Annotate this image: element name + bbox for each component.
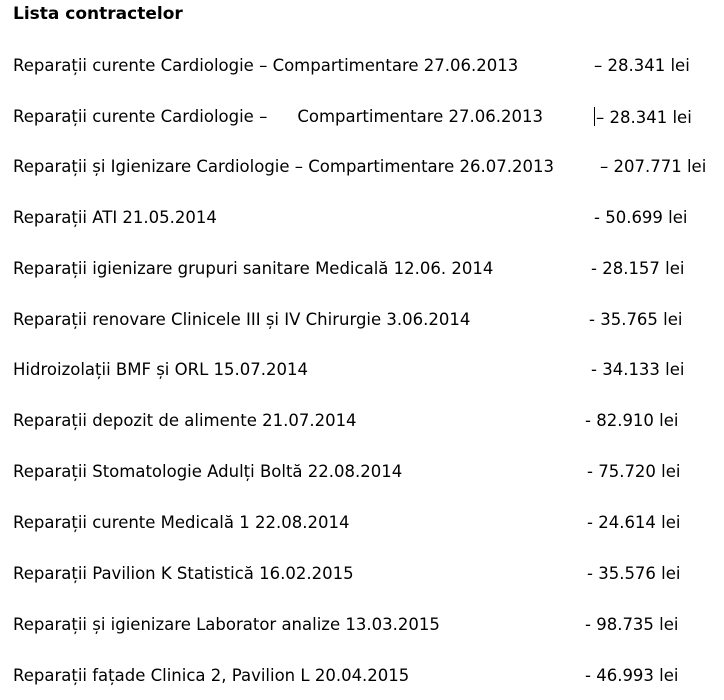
contract-row bbox=[0, 208, 724, 234]
contract-row bbox=[0, 411, 724, 437]
contract-description: Reparații depozit de alimente 21.07.2014 bbox=[13, 411, 357, 430]
contract-amount: - 50.699 lei bbox=[594, 208, 688, 227]
contract-amount: - 28.157 lei bbox=[591, 259, 685, 278]
contract-description: Reparații renovare Clinicele III și IV Chirurgie 3.06.2014 bbox=[13, 310, 471, 329]
contract-row bbox=[0, 615, 724, 641]
contract-amount: - 98.735 lei bbox=[585, 615, 679, 634]
contract-amount: - 24.614 lei bbox=[587, 513, 681, 532]
contract-description: Reparații fațade Clinica 2, Pavilion L 20.04.2015 bbox=[13, 666, 410, 685]
contract-description: Reparații ATI 21.05.2014 bbox=[13, 208, 217, 227]
contract-amount: – 207.771 lei bbox=[600, 157, 707, 176]
contract-row bbox=[0, 56, 724, 82]
contract-row bbox=[0, 513, 724, 539]
contract-description bbox=[13, 107, 543, 126]
contract-row bbox=[0, 310, 724, 336]
contract-row bbox=[0, 157, 724, 183]
contract-row bbox=[0, 666, 724, 692]
contract-amount: - 35.576 lei bbox=[587, 564, 681, 583]
text-cursor-mark bbox=[594, 107, 595, 126]
contract-description: Reparații igienizare grupuri sanitare Medicală 12.06. 2014 bbox=[13, 259, 494, 278]
contract-description: Reparații și igienizare Laborator analize 13.03.2015 bbox=[13, 615, 440, 634]
contract-amount: - 75.720 lei bbox=[587, 462, 681, 481]
contract-description: Reparații curente Medicală 1 22.08.2014 bbox=[13, 513, 350, 532]
contract-row bbox=[0, 259, 724, 285]
contract-amount: - 46.993 lei bbox=[585, 666, 679, 685]
contract-description: Reparații și Igienizare Cardiologie – Compartimentare 26.07.2013 bbox=[13, 157, 554, 176]
contract-description: Reparații curente Cardiologie – Compartimentare 27.06.2013 bbox=[13, 56, 519, 75]
contract-description: Hidroizolații BMF și ORL 15.07.2014 bbox=[13, 360, 308, 379]
contract-amount: – 28.341 lei bbox=[594, 56, 690, 75]
contract-description: Reparații Pavilion K Statistică 16.02.2015 bbox=[13, 564, 354, 583]
contract-row bbox=[0, 564, 724, 590]
contract-description-part: Reparații curente Cardiologie – bbox=[13, 107, 268, 126]
contract-description-part: Compartimentare 27.06.2013 bbox=[297, 107, 543, 126]
contract-row bbox=[0, 462, 724, 488]
contract-amount: - 82.910 lei bbox=[585, 411, 679, 430]
contract-amount: - 34.133 lei bbox=[591, 360, 685, 379]
contract-amount: – 28.341 lei bbox=[596, 108, 692, 127]
contract-row bbox=[0, 107, 724, 133]
contract-row bbox=[0, 360, 724, 386]
contract-amount: - 35.765 lei bbox=[589, 310, 683, 329]
document-title: Lista contractelor bbox=[13, 4, 183, 24]
contract-description: Reparații Stomatologie Adulți Boltă 22.08.2014 bbox=[13, 462, 403, 481]
